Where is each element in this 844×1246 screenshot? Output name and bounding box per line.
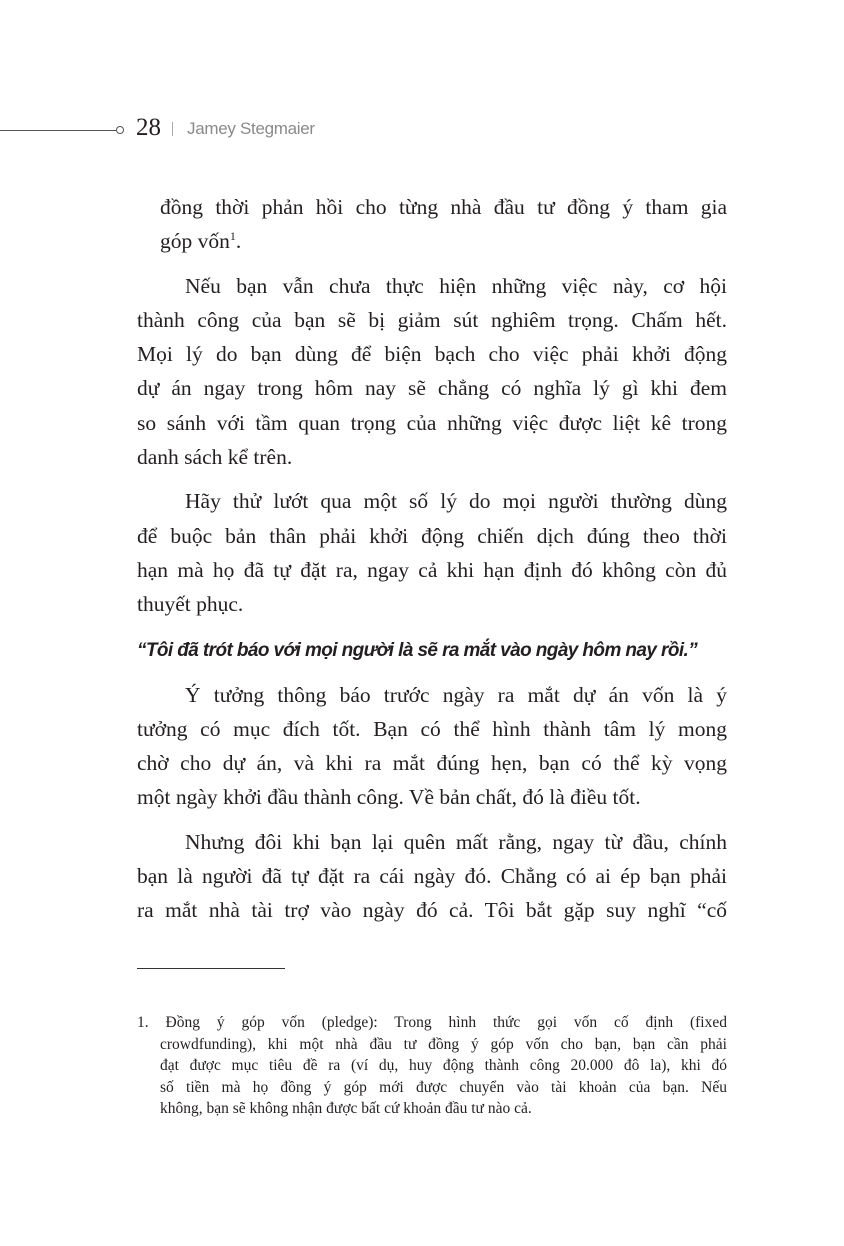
text-span: góp vốn bbox=[160, 229, 230, 254]
body-text bbox=[137, 190, 727, 938]
text-line: Ý tưởng thông báo trước ngày ra mắt dự án vốn là ý bbox=[185, 682, 727, 707]
footnote-ref[interactable]: 1 bbox=[229, 229, 236, 244]
text-line: Nếu bạn vẫn chưa thực hiện những việc này, cơ hội bbox=[185, 273, 727, 298]
header-separator bbox=[172, 122, 173, 136]
paragraph bbox=[137, 484, 727, 621]
text-line: một ngày khởi đầu thành công. Về bản chất, đó là điều tốt. bbox=[137, 785, 641, 810]
footnote bbox=[137, 1012, 727, 1120]
paragraph bbox=[137, 269, 727, 475]
footnote-line: 1. Đồng ý góp vốn (pledge): Trong hình thức gọi vốn cố định (fixed bbox=[137, 1014, 727, 1031]
paragraph bbox=[137, 190, 727, 259]
footnote-rule bbox=[137, 968, 285, 969]
footnote-line: không, bạn sẽ không nhận được bất cứ khoản đầu tư nào cả. bbox=[160, 1100, 532, 1117]
header-rule bbox=[0, 130, 116, 131]
running-header bbox=[0, 114, 400, 144]
text-line: so sánh với tầm quan trọng của những việc được liệt kê trong bbox=[137, 410, 727, 435]
text-line: danh sách kể trên. bbox=[137, 445, 293, 470]
text-line: bạn là người đã tự đặt ra cái ngày đó. Chẳng có ai ép bạn phải bbox=[137, 864, 727, 889]
text-line: tưởng có mục đích tốt. Bạn có thể hình thành tâm lý mong bbox=[137, 716, 727, 741]
section-heading: “Tôi đã trót báo với mọi người là sẽ ra mắt vào ngày hôm nay rồi.” bbox=[137, 639, 698, 661]
text-line: góp vốn$^1$. bbox=[160, 229, 242, 254]
paragraph bbox=[137, 678, 727, 815]
text-line: hạn mà họ đã tự đặt ra, ngay cả khi hạn định đó không còn đủ bbox=[137, 557, 727, 582]
footnote-line: số tiền mà họ đồng ý góp mới được chuyển vào tài khoản của bạn. Nếu bbox=[160, 1078, 727, 1096]
text-line: thuyết phục. bbox=[137, 592, 244, 617]
text-line: chờ cho dự án, và khi ra mắt đúng hẹn, bạn có thể kỳ vọng bbox=[137, 751, 727, 776]
text-line: Hãy thử lướt qua một số lý do mọi người thường dùng bbox=[185, 489, 727, 514]
footnote-line: đạt được mục tiêu đề ra (ví dụ, huy động thành công 20.000 đô la), khi đó bbox=[160, 1057, 727, 1074]
text-line: Nhưng đôi khi bạn lại quên mất rằng, ngay từ đầu, chính bbox=[185, 829, 727, 854]
text-line: thành công của bạn sẽ bị giảm sút nghiêm trọng. Chấm hết. bbox=[137, 307, 727, 332]
author-name: Jamey Stegmaier bbox=[187, 119, 315, 138]
text-line: ra mắt nhà tài trợ vào ngày đó cả. Tôi bắt gặp suy nghĩ “cố bbox=[137, 898, 727, 923]
text-line: Mọi lý do bạn dùng để biện bạch cho việc phải khởi động bbox=[137, 342, 727, 367]
paragraph bbox=[137, 825, 727, 928]
text-line: để buộc bản thân phải khởi động chiến dịch đúng theo thời bbox=[137, 523, 727, 548]
header-circle-ornament bbox=[116, 126, 124, 134]
footnote-line: crowdfunding), khi một nhà đầu tư đồng ý góp vốn cho bạn, bạn cần phải bbox=[160, 1035, 727, 1053]
page-number: 28 bbox=[136, 114, 161, 141]
text-line: dự án ngay trong hôm nay sẽ chẳng có nghĩa lý gì khi đem bbox=[137, 376, 727, 401]
text-line: đồng thời phản hồi cho từng nhà đầu tư đồng ý tham gia bbox=[160, 195, 727, 219]
